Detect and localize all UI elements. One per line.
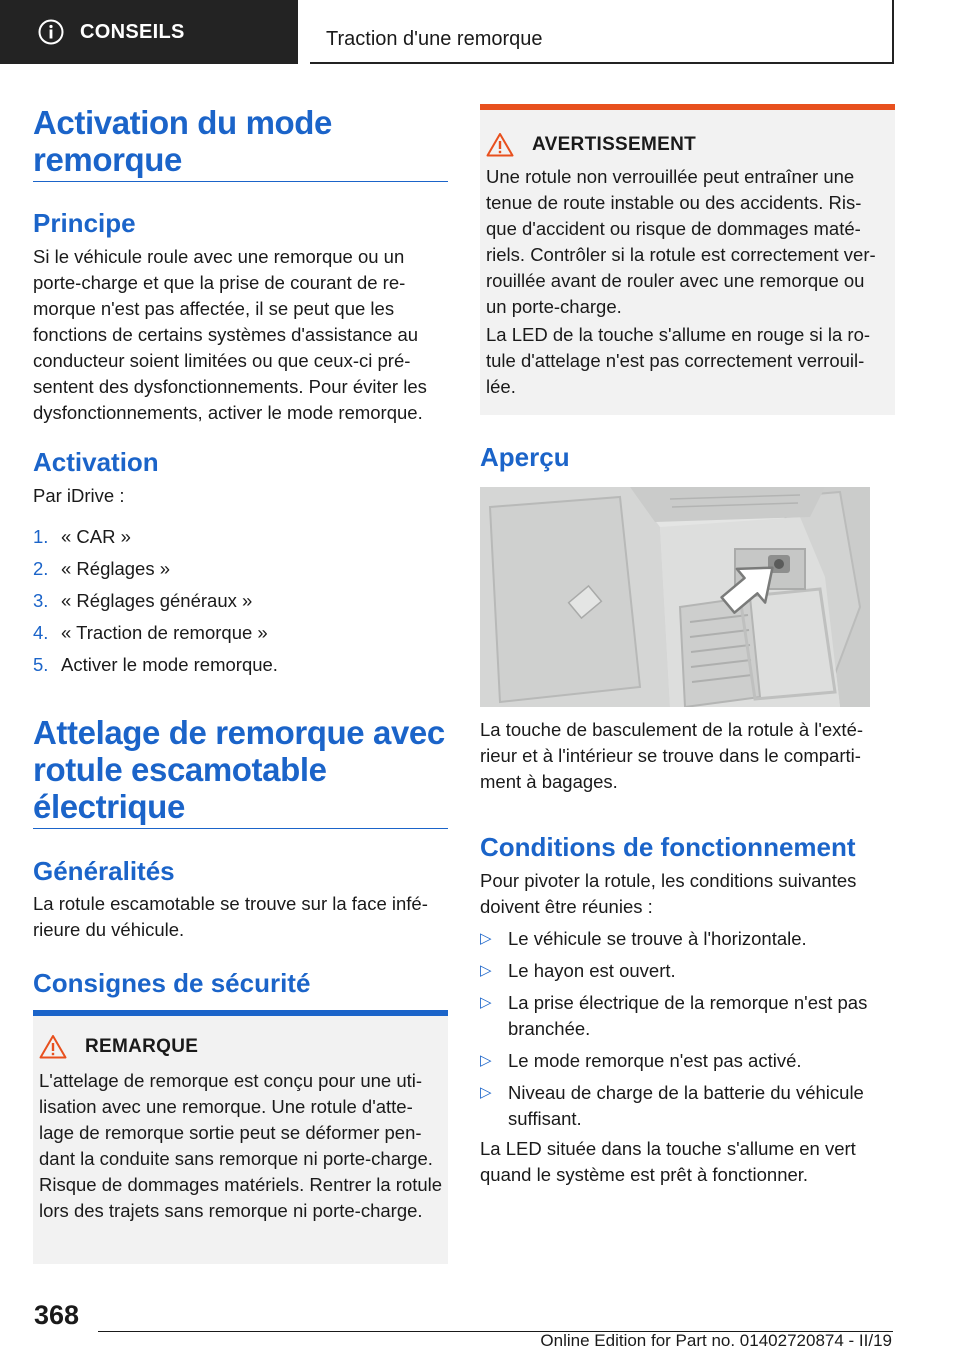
- page-number: 368: [34, 1300, 80, 1330]
- heading-consignes: Consignes de sécurité: [33, 968, 311, 998]
- avertissement-bar: [480, 104, 895, 110]
- remarque-box: [33, 1010, 448, 1264]
- principe-text: Si le véhicule roule avec une remorque ou un porte-charge et que la prise de courant de re-morque n'est pas affectée, il se peut que les fonctions de certains systèmes d'assistance au conducteur soient limitées ou que ceux-ci pré-sentent des dysfonctionnements. Pour éviter les dysfonctionnements, activer le mode remorque.: [33, 246, 427, 423]
- bullet-triangle-icon: ▷: [480, 1084, 492, 1101]
- remarque-header: [39, 1034, 198, 1059]
- list-item: 1. « CAR »: [33, 526, 131, 547]
- chapter-title: Traction d'une remorque: [326, 28, 543, 50]
- avertissement-box: [480, 104, 895, 415]
- activation-steps: [33, 524, 448, 684]
- bullet-triangle-icon: ▷: [480, 1052, 492, 1069]
- list-item: ▷ Le hayon est ouvert.: [480, 958, 895, 984]
- footer-edition: Online Edition for Part no. 01402720874 - II/19: [540, 1331, 892, 1350]
- list-item: 4. « Traction de remorque »: [33, 622, 268, 643]
- list-item: ▷ Niveau de charge de la batterie du véhicule suffisant.: [480, 1082, 864, 1129]
- trunk-photo: [480, 487, 870, 707]
- heading-attelage: Attelage de remorque avec rotule escamotable électrique: [33, 714, 445, 825]
- list-item: ▷ Le mode remorque n'est pas activé.: [480, 1048, 895, 1074]
- generalites-text: La rotule escamotable se trouve sur la face infé-rieure du véhicule.: [33, 893, 428, 940]
- remarque-text: L'attelage de remorque est conçu pour une uti-lisation avec une remorque. Une rotule d'atte-lage de remorque sortie peut se déformer pen-dant la conduite sans remorque ni porte-charge. Risque de dommages matériels. Rentrer la rotule lors des trajets sans remorque ni porte-charge.: [39, 1070, 443, 1221]
- heading-activation-mode: Activation du mode remorque: [33, 104, 332, 178]
- chapter-header: [310, 0, 894, 64]
- avertissement-text-2: La LED de la touche s'allume en rouge si la ro-tule d'attelage n'est pas correctement verrouil-lée.: [486, 324, 871, 397]
- heading-apercu: Aperçu: [480, 442, 570, 472]
- heading-rule: [33, 828, 448, 829]
- bullet-triangle-icon: ▷: [480, 962, 492, 979]
- section-label: CONSEILS: [80, 20, 185, 43]
- list-item: 3. « Réglages généraux »: [33, 590, 253, 611]
- apercu-text: La touche de basculement de la rotule à l'exté-rieur et à l'intérieur se trouve dans le comparti-ment à bagages.: [480, 719, 864, 792]
- warning-triangle-icon: [39, 1034, 67, 1059]
- heading-activation: Activation: [33, 447, 159, 477]
- avertissement-title: AVERTISSEMENT: [532, 133, 697, 155]
- conditions-intro: Pour pivoter la rotule, les conditions suivantes doivent être réunies :: [480, 870, 857, 917]
- remarque-bar: [33, 1010, 448, 1016]
- heading-conditions: Conditions de fonctionnement: [480, 832, 856, 862]
- heading-generalites: Généralités: [33, 856, 175, 886]
- conditions-outro: La LED située dans la touche s'allume en vert quand le système est prêt à fonctionner.: [480, 1138, 856, 1185]
- activation-intro: Par iDrive :: [33, 485, 125, 506]
- remarque-title: REMARQUE: [85, 1035, 199, 1057]
- info-icon: [38, 19, 64, 45]
- bullet-triangle-icon: ▷: [480, 994, 492, 1011]
- list-item: 2. « Réglages »: [33, 558, 171, 579]
- list-item: ▷ Le véhicule se trouve à l'horizontale.: [480, 926, 895, 952]
- warning-triangle-icon: [486, 132, 514, 157]
- bullet-triangle-icon: ▷: [480, 930, 492, 947]
- conditions-list: [480, 926, 895, 1138]
- avertissement-text-1: Une rotule non verrouillée peut entraîner une tenue de route instable ou des accidents. Ris-que d'accident ou risque de dommages maté-riels. Contrôler si la rotule est correctement ver-rouillée avant de rouler avec une remorque ou un porte-charge.: [486, 166, 876, 317]
- section-tab: [0, 0, 298, 64]
- avertissement-header: [486, 132, 696, 157]
- heading-principe: Principe: [33, 208, 136, 238]
- list-item: 5. Activer le mode remorque.: [33, 654, 278, 675]
- heading-rule: [33, 181, 448, 182]
- list-item: ▷ La prise électrique de la remorque n'est pas branchée.: [480, 992, 868, 1039]
